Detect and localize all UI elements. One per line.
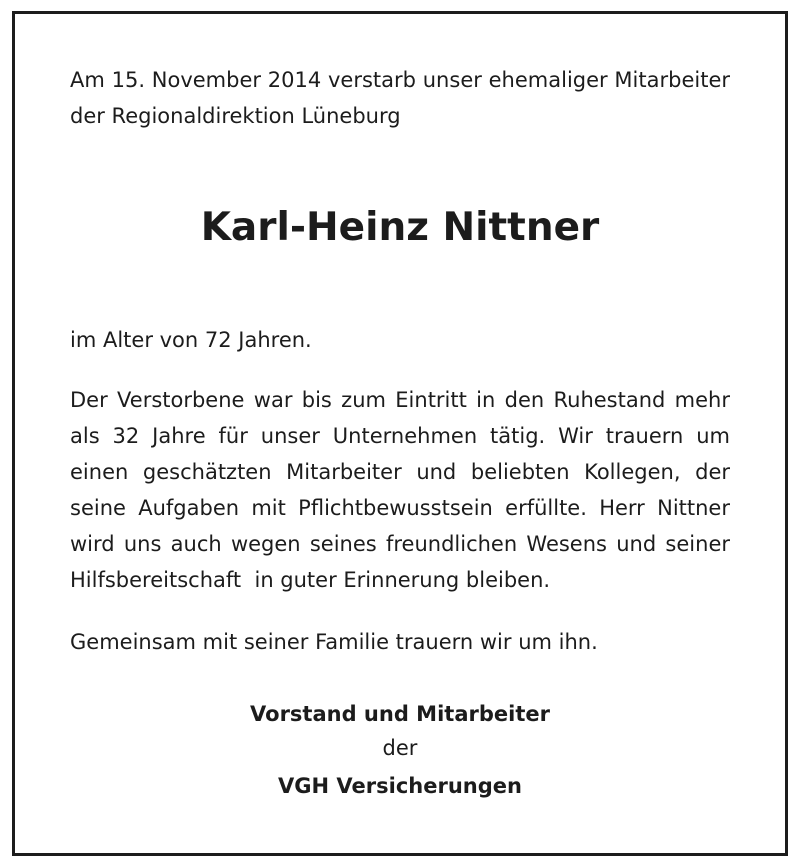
age-line: im Alter von 72 Jahren. (70, 328, 312, 352)
body-paragraph (70, 382, 730, 598)
body-line: Hilfsbereitschaft in guter Erinnerung bleiben. (70, 568, 551, 592)
body-line: seine Aufgaben mit Pflichtbewusstsein erfüllte. Herr Nittner (70, 496, 730, 520)
intro-paragraph (70, 62, 730, 134)
body-line: Der Verstorbene war bis zum Eintritt in den Ruhestand mehr (70, 388, 730, 412)
deceased-name: Karl-Heinz Nittner (200, 205, 600, 250)
body-line: wird uns auch wegen seines freundlichen Wesens und seiner (70, 532, 730, 556)
intro-line: der Regionaldirektion Lüneburg (70, 104, 401, 128)
intro-line: Am 15. November 2014 verstarb unser ehemaliger Mitarbeiter (70, 68, 730, 92)
signature-company: VGH Versicherungen (278, 774, 522, 798)
closing-line: Gemeinsam mit seiner Familie trauern wir um ihn. (70, 630, 598, 654)
body-line: einen geschätzten Mitarbeiter und beliebten Kollegen, der (70, 460, 730, 484)
signature-line-2: der (382, 736, 418, 760)
signature-line-1: Vorstand und Mitarbeiter (250, 702, 550, 726)
body-line: als 32 Jahre für unser Unternehmen tätig. Wir trauern um (70, 424, 730, 448)
